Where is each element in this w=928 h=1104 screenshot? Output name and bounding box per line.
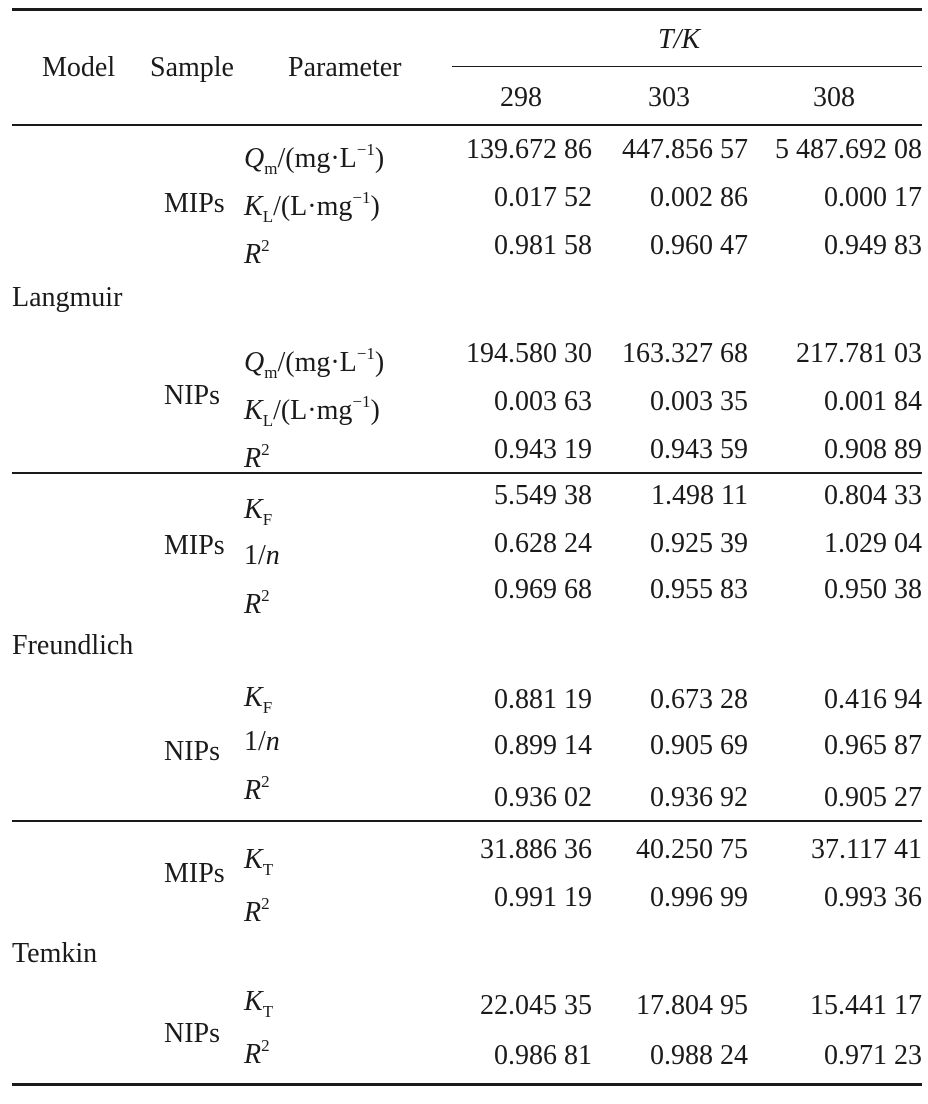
value-cell: 0.001 84 [824, 386, 922, 417]
value-cell: 0.416 94 [824, 684, 922, 715]
parameter-label: $R^2$ [244, 440, 270, 474]
parameter-label: $R^2$ [244, 236, 270, 270]
parameter-label: $K_T$ [244, 844, 274, 879]
value-cell: 0.955 83 [650, 574, 748, 605]
value-cell: 0.936 02 [494, 782, 592, 813]
value-cell: 0.002 86 [650, 182, 748, 213]
value-cell: 0.960 47 [650, 230, 748, 261]
sample-label: NIPs [164, 380, 221, 411]
value-cell: 194.580 30 [466, 338, 592, 369]
parameter-label: $K_F$ [244, 494, 273, 529]
section-rule-1 [12, 472, 922, 474]
parameter-label: $Q_m/(mg\cdot L^{-1})$ [244, 140, 385, 178]
parameter-label: $R^2$ [244, 586, 270, 620]
section-rule-2 [12, 820, 922, 822]
value-cell: 0.905 27 [824, 782, 922, 813]
sample-label: MIPs [164, 188, 225, 219]
value-cell: 0.949 83 [824, 230, 922, 261]
model-name-langmuir: Langmuir [12, 282, 123, 313]
value-cell: 0.993 36 [824, 882, 922, 913]
sample-label: MIPs [164, 530, 225, 561]
parameter-label: $K_F$ [244, 682, 273, 717]
value-cell: 0.003 63 [494, 386, 592, 417]
bottom-rule [12, 1083, 922, 1086]
value-cell: 0.936 92 [650, 782, 748, 813]
value-cell: 0.943 59 [650, 434, 748, 465]
parameter-label: $K_T$ [244, 986, 274, 1021]
value-cell: 1.029 04 [824, 528, 922, 559]
parameter-label: 1/n [244, 540, 280, 571]
sample-label: NIPs [164, 1018, 221, 1049]
header-temp-303: 303 [648, 82, 690, 113]
value-cell: 217.781 03 [796, 338, 922, 369]
value-cell: 0.996 99 [650, 882, 748, 913]
value-cell: 0.991 19 [494, 882, 592, 913]
value-cell: 0.943 19 [494, 434, 592, 465]
value-cell: 0.905 69 [650, 730, 748, 761]
value-cell: 0.981 58 [494, 230, 592, 261]
value-cell: 0.804 33 [824, 480, 922, 511]
value-cell: 0.971 23 [824, 1040, 922, 1071]
value-cell: 0.673 28 [650, 684, 748, 715]
value-cell: 0.881 19 [494, 684, 592, 715]
value-cell: 40.250 75 [636, 834, 748, 865]
value-cell: 37.117 41 [811, 834, 922, 865]
header-bottom-rule [12, 124, 922, 126]
model-name-temkin: Temkin [12, 938, 98, 969]
header-model: Model [42, 52, 116, 83]
value-cell: 5.549 38 [494, 480, 592, 511]
value-cell: 0.000 17 [824, 182, 922, 213]
parameter-label: $K_L/(L\cdot mg^{-1})$ [244, 392, 380, 430]
value-cell: 0.950 38 [824, 574, 922, 605]
parameter-label: $R^2$ [244, 1036, 270, 1070]
value-cell: 0.628 24 [494, 528, 592, 559]
top-rule [12, 8, 922, 11]
value-cell: 22.045 35 [480, 990, 592, 1021]
value-cell: 1.498 11 [651, 480, 748, 511]
header-temp-298: 298 [500, 82, 542, 113]
value-cell: 5 487.692 08 [775, 134, 922, 165]
parameter-label: $Q_m/(mg\cdot L^{-1})$ [244, 344, 385, 382]
sample-label: NIPs [164, 736, 221, 767]
sample-label: MIPs [164, 858, 225, 889]
header-temp-308: 308 [813, 82, 855, 113]
value-cell: 0.965 87 [824, 730, 922, 761]
value-cell: 0.988 24 [650, 1040, 748, 1071]
value-cell: 447.856 57 [622, 134, 748, 165]
value-cell: 0.017 52 [494, 182, 592, 213]
header-sample: Sample [150, 52, 234, 83]
parameter-label: $R^2$ [244, 894, 270, 928]
header-temperature: T/K [658, 24, 701, 55]
header-parameter: Parameter [288, 52, 402, 83]
parameter-label: $K_L/(L\cdot mg^{-1})$ [244, 188, 380, 226]
value-cell: 31.886 36 [480, 834, 592, 865]
header-sub-rule [452, 66, 922, 67]
value-cell: 139.672 86 [466, 134, 592, 165]
value-cell: 0.925 39 [650, 528, 748, 559]
model-name-freundlich: Freundlich [12, 630, 134, 661]
value-cell: 0.003 35 [650, 386, 748, 417]
value-cell: 163.327 68 [622, 338, 748, 369]
parameter-label: 1/n [244, 726, 280, 757]
value-cell: 15.441 17 [810, 990, 922, 1021]
parameter-label: $R^2$ [244, 772, 270, 806]
value-cell: 0.969 68 [494, 574, 592, 605]
value-cell: 0.899 14 [494, 730, 592, 761]
value-cell: 0.908 89 [824, 434, 922, 465]
value-cell: 17.804 95 [636, 990, 748, 1021]
value-cell: 0.986 81 [494, 1040, 592, 1071]
